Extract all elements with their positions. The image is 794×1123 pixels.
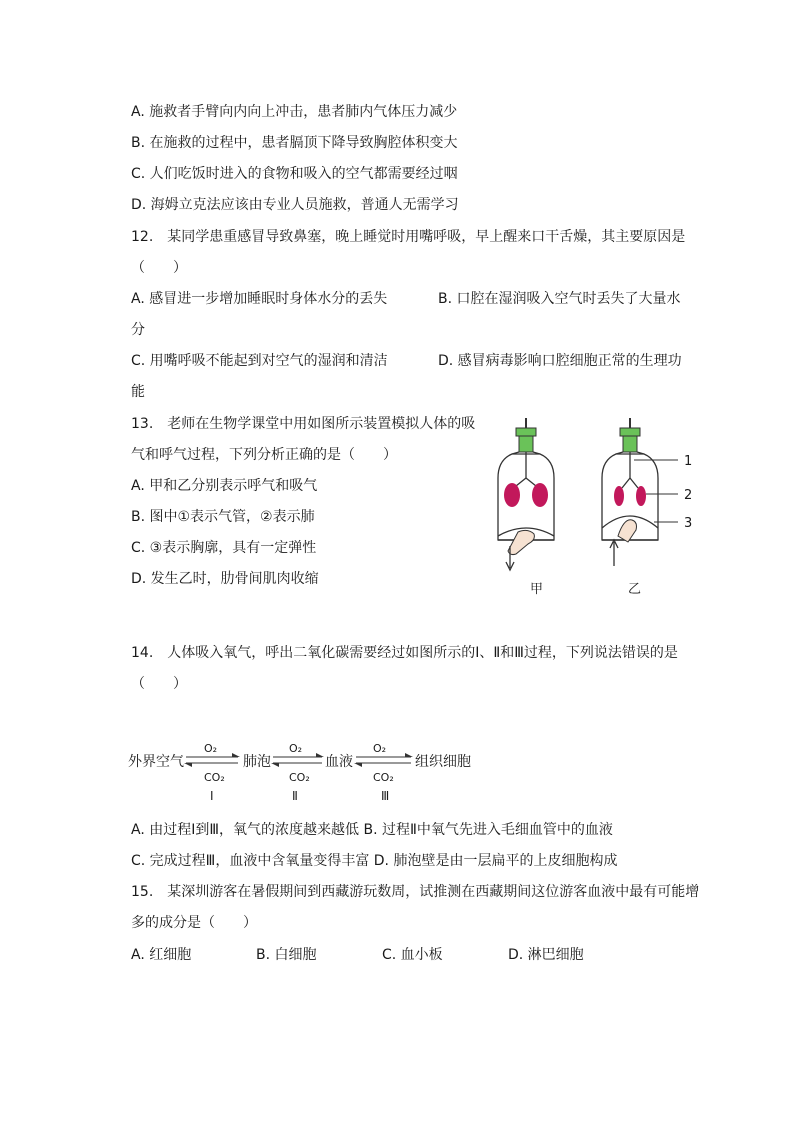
q13-stem-line2: 气和呼气过程，下列分析正确的是（ ） [131, 447, 397, 463]
co2-label-1: CO₂ [204, 771, 225, 784]
bell-jar-yi [602, 418, 678, 566]
exchange-arrows-3 [354, 753, 413, 767]
figure-caption-yi: 乙 [628, 582, 642, 597]
figure-label-2: 2 [684, 488, 693, 503]
q11-option-a: A. 施救者手臂向内向上冲击，患者肺内气体压力减少 [131, 104, 458, 120]
q12-option-c: C. 用嘴呼吸不能起到对空气的湿润和清洁 [131, 353, 388, 369]
q15-stem: 15. 某深圳游客在暑假期间到西藏游玩数周，试推测在西藏期间这位游客血液中最有可能增 [131, 884, 700, 900]
o2-label-3: O₂ [373, 742, 387, 755]
gas-exchange-diagram [128, 738, 488, 808]
q14-stem-brackets: （ ） [131, 676, 187, 692]
q12-option-d: D. 感冒病毒影响口腔细胞正常的生理功 [438, 353, 682, 369]
q13-option-b: B. 图中①表示气管，②表示肺 [131, 509, 315, 525]
q11-option-c: C. 人们吃饭时进入的食物和吸入的空气都需要经过咽 [131, 166, 458, 182]
bell-jar-jia [498, 418, 554, 570]
q15-option-c: C. 血小板 [382, 947, 443, 963]
q15-option-d: D. 淋巴细胞 [508, 947, 584, 963]
q14-options-cd: C. 完成过程Ⅲ，血液中含氧量变得丰富 D. 肺泡壁是由一层扁平的上皮细胞构成 [131, 853, 618, 869]
node-blood: 血液 [325, 754, 353, 770]
q15-stem-line2: 多的成分是（ ） [131, 915, 257, 931]
exchange-arrows-1 [184, 753, 240, 767]
q13-option-d: D. 发生乙时，肋骨间肌肉收缩 [131, 571, 319, 587]
q12-option-b: B. 口腔在湿润吸入空气时丢失了大量水 [438, 291, 681, 307]
exchange-arrows-2 [271, 753, 324, 767]
q12-stem: 12. 某同学患重感冒导致鼻塞，晚上睡觉时用嘴呼吸，早上醒来口干舌燥，其主要原因是 [131, 229, 686, 245]
q14-stem: 14. 人体吸入氧气，呼出二氧化碳需要经过如图所示的Ⅰ、Ⅱ和Ⅲ过程，下列说法错误的是 [131, 645, 678, 661]
q15-option-a: A. 红细胞 [131, 947, 192, 963]
q12-stem-brackets: （ ） [131, 260, 187, 276]
bell-jar-figure [488, 418, 708, 603]
stage-label-2: Ⅱ [292, 789, 298, 803]
node-outside-air: 外界空气 [128, 754, 184, 770]
q15-option-b: B. 白细胞 [256, 947, 317, 963]
node-tissue-cells: 组织细胞 [415, 754, 471, 770]
node-alveoli: 肺泡 [243, 754, 271, 770]
figure-label-1: 1 [684, 454, 693, 469]
q13-option-a: A. 甲和乙分别表示呼气和吸气 [131, 478, 318, 494]
q13-stem: 13. 老师在生物学课堂中用如图所示装置模拟人体的吸 [131, 416, 476, 432]
stage-label-1: Ⅰ [210, 789, 214, 803]
figure-label-3: 3 [684, 516, 693, 531]
o2-label-1: O₂ [204, 742, 218, 755]
o2-label-2: O₂ [289, 742, 303, 755]
q11-option-d: D. 海姆立克法应该由专业人员施救，普通人无需学习 [131, 197, 459, 213]
q11-option-b: B. 在施救的过程中，患者膈顶下降导致胸腔体积变大 [131, 135, 458, 151]
q14-options-ab: A. 由过程Ⅰ到Ⅲ，氧气的浓度越来越低 B. 过程Ⅱ中氧气先进入毛细血管中的血液 [131, 822, 613, 838]
q12-option-b-continuation: 分 [131, 322, 145, 338]
q12-option-d-continuation: 能 [131, 384, 145, 400]
q12-option-a: A. 感冒进一步增加睡眠时身体水分的丢失 [131, 291, 388, 307]
figure-caption-jia: 甲 [530, 582, 544, 597]
q13-option-c: C. ③表示胸廓，具有一定弹性 [131, 540, 317, 556]
co2-label-2: CO₂ [289, 771, 310, 784]
stage-label-3: Ⅲ [381, 789, 390, 803]
co2-label-3: CO₂ [373, 771, 394, 784]
